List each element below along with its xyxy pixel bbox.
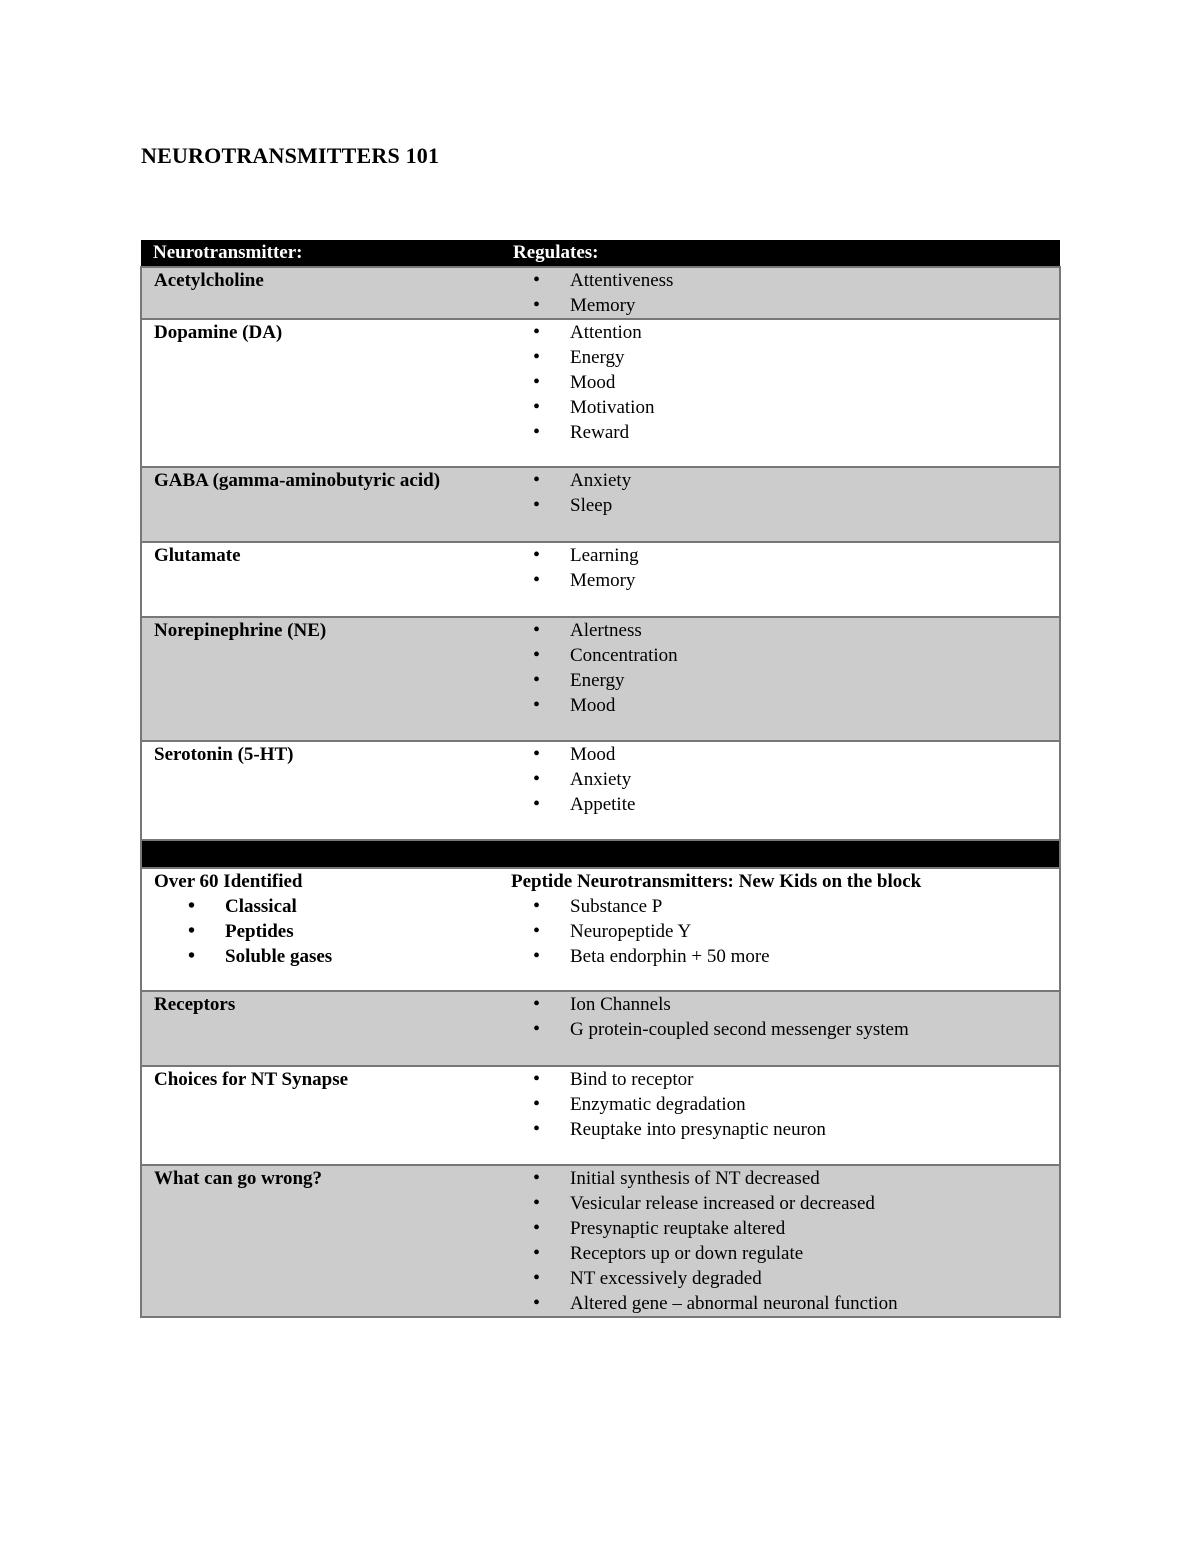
detail-name: Choices for NT Synapse — [141, 1066, 500, 1165]
neurotransmitter-name: Serotonin (5-HT) — [141, 741, 500, 840]
detail-list — [512, 992, 1049, 1042]
overview-left-cell — [141, 868, 500, 991]
neurotransmitter-name: Norepinephrine (NE) — [141, 617, 500, 741]
overview-right-heading: Peptide Neurotransmitters: New Kids on the block — [511, 871, 922, 892]
table-row — [141, 467, 1060, 542]
table-row — [141, 319, 1060, 467]
regulates-list — [512, 618, 1049, 718]
header-regulates: Regulates: — [500, 240, 1060, 267]
neurotransmitter-name: GABA (gamma-aminobutyric acid) — [141, 467, 500, 542]
detail-cell — [500, 1066, 1060, 1165]
list-item: • Memory — [512, 293, 1049, 318]
list-item: • Concentration — [512, 643, 1049, 668]
table-row — [141, 741, 1060, 840]
table-row — [141, 1066, 1060, 1165]
table-row — [141, 542, 1060, 617]
list-item: • Attention — [512, 320, 1049, 345]
detail-list — [512, 1067, 1049, 1142]
detail-name: What can go wrong? — [141, 1165, 500, 1317]
neurotransmitter-name: Acetylcholine — [141, 267, 500, 319]
list-item: • Bind to receptor — [512, 1067, 1049, 1092]
table-row — [141, 991, 1060, 1066]
overview-left-heading: Over 60 Identified — [154, 871, 303, 892]
list-item: • Vesicular release increased or decreased — [512, 1191, 1049, 1216]
list-item: • Peptides — [154, 919, 490, 944]
list-item: • Presynaptic reuptake altered — [512, 1216, 1049, 1241]
list-item: • Appetite — [512, 792, 1049, 817]
regulates-list — [512, 268, 1049, 318]
peptide-list — [512, 894, 1049, 969]
list-item: • Learning — [512, 543, 1049, 568]
list-item: • Energy — [512, 668, 1049, 693]
regulates-list — [512, 742, 1049, 817]
table-row — [141, 868, 1060, 991]
list-item: • Mood — [512, 370, 1049, 395]
list-item: • NT excessively degraded — [512, 1266, 1049, 1291]
list-item: • Neuropeptide Y — [512, 919, 1049, 944]
list-item: • Enzymatic degradation — [512, 1092, 1049, 1117]
regulates-cell — [500, 267, 1060, 319]
detail-cell — [500, 991, 1060, 1066]
page-title: NEUROTRANSMITTERS 101 — [141, 143, 440, 168]
list-item: • Anxiety — [512, 767, 1049, 792]
detail-name: Receptors — [141, 991, 500, 1066]
detail-list — [512, 1166, 1049, 1316]
regulates-list — [512, 468, 1049, 518]
list-item: • Ion Channels — [512, 992, 1049, 1017]
list-item: • Classical — [154, 894, 490, 919]
list-item: • Soluble gases — [154, 944, 490, 969]
list-item: • Receptors up or down regulate — [512, 1241, 1049, 1266]
list-item: • Alertness — [512, 618, 1049, 643]
list-item: • Anxiety — [512, 468, 1049, 493]
list-item: • Mood — [512, 693, 1049, 718]
list-item: • G protein-coupled second messenger system — [512, 1017, 1049, 1042]
table-row — [141, 1165, 1060, 1317]
regulates-list — [512, 543, 1049, 593]
list-item: • Beta endorphin + 50 more — [512, 944, 1049, 969]
list-item: • Energy — [512, 345, 1049, 370]
regulates-cell — [500, 542, 1060, 617]
regulates-cell — [500, 741, 1060, 840]
divider-cell — [141, 840, 500, 868]
list-item: • Mood — [512, 742, 1049, 767]
neurotransmitter-name: Dopamine (DA) — [141, 319, 500, 467]
list-item: • Reuptake into presynaptic neuron — [512, 1117, 1049, 1142]
list-item: • Initial synthesis of NT decreased — [512, 1166, 1049, 1191]
list-item: • Attentiveness — [512, 268, 1049, 293]
regulates-list — [512, 320, 1049, 445]
regulates-cell — [500, 467, 1060, 542]
table-header-row — [141, 240, 1060, 267]
overview-right-cell — [500, 868, 1060, 991]
nt-classes-list — [154, 894, 490, 969]
divider-cell — [500, 840, 1060, 868]
table-row — [141, 617, 1060, 741]
list-item: • Reward — [512, 420, 1049, 445]
header-neurotransmitter: Neurotransmitter: — [141, 240, 500, 267]
list-item: • Memory — [512, 568, 1049, 593]
list-item: • Substance P — [512, 894, 1049, 919]
list-item: • Motivation — [512, 395, 1049, 420]
regulates-cell — [500, 319, 1060, 467]
neurotransmitter-table — [140, 240, 1061, 1318]
section-divider — [141, 840, 1060, 868]
detail-cell — [500, 1165, 1060, 1317]
list-item: • Sleep — [512, 493, 1049, 518]
regulates-cell — [500, 617, 1060, 741]
neurotransmitter-name: Glutamate — [141, 542, 500, 617]
table-row — [141, 267, 1060, 319]
list-item: • Altered gene – abnormal neuronal function — [512, 1291, 1049, 1316]
